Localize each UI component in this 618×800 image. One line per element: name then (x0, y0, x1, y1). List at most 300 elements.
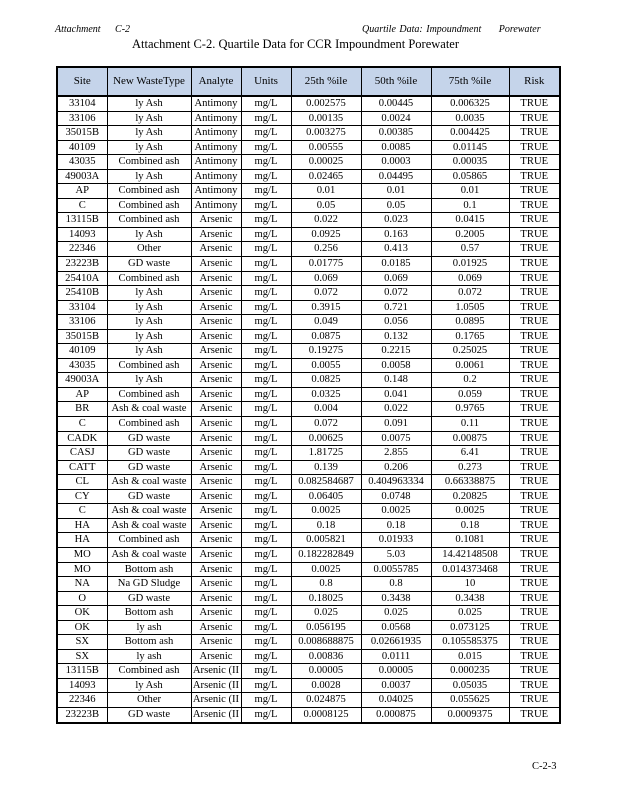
cell-p25: 0.0025 (291, 562, 361, 577)
table-row (57, 504, 560, 519)
cell-p25: 0.3915 (291, 300, 361, 315)
table-row (57, 606, 560, 621)
cell-site: 49003A (57, 169, 107, 184)
cell-site: 49003A (57, 373, 107, 388)
cell-waste-type: Bottom ash (107, 606, 191, 621)
cell-risk: TRUE (509, 547, 560, 562)
col-header-75th: 75th %ile (431, 67, 509, 96)
col-header-risk: Risk (509, 67, 560, 96)
cell-units: mg/L (241, 446, 291, 461)
cell-p50: 0.721 (361, 300, 431, 315)
table-row (57, 664, 560, 679)
cell-site: 35015B (57, 329, 107, 344)
cell-p25: 0.025 (291, 606, 361, 621)
cell-p50: 0.04495 (361, 169, 431, 184)
cell-risk: TRUE (509, 577, 560, 592)
cell-p25: 0.19275 (291, 344, 361, 359)
cell-risk: TRUE (509, 402, 560, 417)
table-row (57, 169, 560, 184)
cell-waste-type: ly ash (107, 649, 191, 664)
cell-p25: 0.18 (291, 518, 361, 533)
table-row (57, 329, 560, 344)
cell-site: SX (57, 635, 107, 650)
table-row (57, 387, 560, 402)
cell-risk: TRUE (509, 184, 560, 199)
cell-site: 33106 (57, 315, 107, 330)
cell-units: mg/L (241, 300, 291, 315)
attachment-label: Attachment (55, 24, 101, 35)
cell-waste-type: Ash & coal waste (107, 475, 191, 490)
cell-risk: TRUE (509, 126, 560, 141)
cell-waste-type: ly Ash (107, 126, 191, 141)
cell-p50: 0.132 (361, 329, 431, 344)
cell-waste-type: ly Ash (107, 96, 191, 111)
cell-p50: 0.0748 (361, 489, 431, 504)
cell-p75: 0.18 (431, 518, 509, 533)
table-row (57, 678, 560, 693)
cell-site: 13115B (57, 664, 107, 679)
cell-units: mg/L (241, 96, 291, 111)
cell-waste-type: ly Ash (107, 300, 191, 315)
cell-p50: 0.00005 (361, 664, 431, 679)
cell-p75: 0.2 (431, 373, 509, 388)
cell-analyte: Arsenic (191, 489, 241, 504)
cell-risk: TRUE (509, 96, 560, 111)
table-row (57, 344, 560, 359)
cell-waste-type: ly Ash (107, 329, 191, 344)
cell-waste-type: ly Ash (107, 678, 191, 693)
cell-analyte: Arsenic (191, 620, 241, 635)
cell-waste-type: ly Ash (107, 227, 191, 242)
quartile-data-table (56, 66, 561, 724)
cell-analyte: Antimony (191, 111, 241, 126)
cell-site: OK (57, 606, 107, 621)
cell-p25: 0.0325 (291, 387, 361, 402)
cell-p75: 0.004425 (431, 126, 509, 141)
col-header-25th: 25th %ile (291, 67, 361, 96)
cell-waste-type: GD waste (107, 707, 191, 722)
cell-site: 13115B (57, 213, 107, 228)
cell-p50: 0.413 (361, 242, 431, 257)
table-row (57, 431, 560, 446)
cell-site: 14093 (57, 678, 107, 693)
cell-p25: 0.00836 (291, 649, 361, 664)
cell-p25: 0.0055 (291, 358, 361, 373)
cell-p25: 0.082584687 (291, 475, 361, 490)
cell-p75: 0.3438 (431, 591, 509, 606)
cell-units: mg/L (241, 286, 291, 301)
cell-units: mg/L (241, 577, 291, 592)
cell-risk: TRUE (509, 693, 560, 708)
cell-waste-type: Ash & coal waste (107, 402, 191, 417)
cell-p50: 0.022 (361, 402, 431, 417)
table-row (57, 489, 560, 504)
cell-p75: 0.00875 (431, 431, 509, 446)
cell-analyte: Arsenic (191, 286, 241, 301)
header-word-data: Data: (399, 24, 423, 35)
attachment-code: C-2 (115, 24, 131, 35)
cell-risk: TRUE (509, 169, 560, 184)
cell-analyte: Arsenic (191, 533, 241, 548)
cell-waste-type: Combined ash (107, 358, 191, 373)
cell-units: mg/L (241, 431, 291, 446)
col-header-waste-type: New WasteType (107, 67, 191, 96)
cell-p50: 0.000875 (361, 707, 431, 722)
table-row (57, 126, 560, 141)
cell-units: mg/L (241, 373, 291, 388)
cell-analyte: Arsenic (191, 271, 241, 286)
cell-p25: 0.022 (291, 213, 361, 228)
cell-p50: 0.0085 (361, 140, 431, 155)
cell-analyte: Arsenic (191, 431, 241, 446)
cell-p50: 2.855 (361, 446, 431, 461)
cell-units: mg/L (241, 242, 291, 257)
cell-analyte: Arsenic (II (191, 678, 241, 693)
running-header-left (55, 24, 130, 35)
cell-analyte: Arsenic (II (191, 707, 241, 722)
cell-p25: 0.069 (291, 271, 361, 286)
cell-p75: 0.66338875 (431, 475, 509, 490)
cell-units: mg/L (241, 504, 291, 519)
cell-waste-type: ly Ash (107, 315, 191, 330)
cell-waste-type: ly Ash (107, 373, 191, 388)
cell-analyte: Antimony (191, 198, 241, 213)
cell-waste-type: GD waste (107, 489, 191, 504)
cell-analyte: Arsenic (191, 577, 241, 592)
table-row (57, 358, 560, 373)
page-number: C-2-3 (532, 761, 557, 772)
cell-units: mg/L (241, 169, 291, 184)
cell-risk: TRUE (509, 140, 560, 155)
cell-p75: 0.105585375 (431, 635, 509, 650)
cell-p75: 0.1 (431, 198, 509, 213)
cell-p50: 0.18 (361, 518, 431, 533)
cell-units: mg/L (241, 111, 291, 126)
cell-p25: 1.81725 (291, 446, 361, 461)
cell-site: 25410A (57, 271, 107, 286)
cell-p50: 0.2215 (361, 344, 431, 359)
cell-p75: 6.41 (431, 446, 509, 461)
cell-site: 23223B (57, 257, 107, 272)
cell-analyte: Arsenic (191, 475, 241, 490)
cell-risk: TRUE (509, 533, 560, 548)
cell-units: mg/L (241, 155, 291, 170)
cell-analyte: Arsenic (191, 402, 241, 417)
cell-waste-type: ly Ash (107, 140, 191, 155)
cell-units: mg/L (241, 664, 291, 679)
cell-p75: 0.9765 (431, 402, 509, 417)
cell-risk: TRUE (509, 620, 560, 635)
cell-risk: TRUE (509, 606, 560, 621)
cell-analyte: Arsenic (191, 606, 241, 621)
cell-site: C (57, 198, 107, 213)
header-word-quartile: Quartile (362, 24, 396, 35)
cell-p25: 0.072 (291, 417, 361, 432)
cell-site: MO (57, 562, 107, 577)
cell-waste-type: ly Ash (107, 169, 191, 184)
cell-p25: 0.00025 (291, 155, 361, 170)
cell-waste-type: GD waste (107, 446, 191, 461)
cell-risk: TRUE (509, 664, 560, 679)
cell-p50: 0.01 (361, 184, 431, 199)
cell-units: mg/L (241, 547, 291, 562)
cell-units: mg/L (241, 140, 291, 155)
cell-p75: 0.0061 (431, 358, 509, 373)
cell-p75: 0.05035 (431, 678, 509, 693)
table-row (57, 96, 560, 111)
cell-p25: 0.004 (291, 402, 361, 417)
cell-units: mg/L (241, 620, 291, 635)
page-title: Attachment C-2. Quartile Data for CCR Impoundment Porewater (132, 37, 460, 51)
cell-units: mg/L (241, 475, 291, 490)
cell-site: SX (57, 649, 107, 664)
cell-p50: 0.163 (361, 227, 431, 242)
cell-units: mg/L (241, 649, 291, 664)
cell-p75: 10 (431, 577, 509, 592)
table-row (57, 533, 560, 548)
cell-risk: TRUE (509, 373, 560, 388)
cell-site: 40109 (57, 140, 107, 155)
cell-waste-type: Other (107, 693, 191, 708)
cell-risk: TRUE (509, 213, 560, 228)
cell-analyte: Arsenic (191, 227, 241, 242)
cell-p75: 0.1081 (431, 533, 509, 548)
cell-waste-type: Combined ash (107, 155, 191, 170)
table-row (57, 286, 560, 301)
cell-p25: 0.0825 (291, 373, 361, 388)
cell-analyte: Arsenic (191, 547, 241, 562)
cell-units: mg/L (241, 417, 291, 432)
cell-p25: 0.0028 (291, 678, 361, 693)
cell-risk: TRUE (509, 635, 560, 650)
table-row (57, 213, 560, 228)
cell-p25: 0.056195 (291, 620, 361, 635)
cell-waste-type: Combined ash (107, 213, 191, 228)
cell-p50: 0.0568 (361, 620, 431, 635)
cell-p50: 0.206 (361, 460, 431, 475)
cell-p25: 0.01 (291, 184, 361, 199)
cell-site: CADK (57, 431, 107, 446)
cell-units: mg/L (241, 387, 291, 402)
cell-p25: 0.182282849 (291, 547, 361, 562)
cell-waste-type: Combined ash (107, 417, 191, 432)
header-word-impoundment: Impoundment (426, 24, 482, 35)
cell-risk: TRUE (509, 257, 560, 272)
cell-site: CY (57, 489, 107, 504)
cell-waste-type: Na GD Sludge (107, 577, 191, 592)
cell-analyte: Antimony (191, 155, 241, 170)
table-row (57, 315, 560, 330)
cell-risk: TRUE (509, 678, 560, 693)
cell-analyte: Arsenic (191, 591, 241, 606)
cell-p25: 0.049 (291, 315, 361, 330)
cell-site: 35015B (57, 126, 107, 141)
cell-p50: 0.0111 (361, 649, 431, 664)
cell-p50: 0.00445 (361, 96, 431, 111)
cell-p50: 0.0075 (361, 431, 431, 446)
table-row (57, 591, 560, 606)
cell-analyte: Arsenic (191, 417, 241, 432)
table-body (57, 96, 560, 723)
cell-analyte: Antimony (191, 126, 241, 141)
cell-p25: 0.00005 (291, 664, 361, 679)
table-row (57, 300, 560, 315)
table-row (57, 693, 560, 708)
cell-site: 43035 (57, 358, 107, 373)
cell-analyte: Arsenic (191, 213, 241, 228)
cell-site: 25410B (57, 286, 107, 301)
cell-p50: 0.02661935 (361, 635, 431, 650)
cell-risk: TRUE (509, 707, 560, 722)
cell-p50: 0.0003 (361, 155, 431, 170)
table-row (57, 257, 560, 272)
table-row (57, 402, 560, 417)
cell-risk: TRUE (509, 431, 560, 446)
cell-risk: TRUE (509, 562, 560, 577)
cell-units: mg/L (241, 213, 291, 228)
cell-risk: TRUE (509, 591, 560, 606)
cell-p75: 0.11 (431, 417, 509, 432)
cell-site: 43035 (57, 155, 107, 170)
cell-site: HA (57, 533, 107, 548)
cell-units: mg/L (241, 707, 291, 722)
cell-site: 22346 (57, 242, 107, 257)
cell-site: C (57, 504, 107, 519)
cell-p75: 0.0895 (431, 315, 509, 330)
cell-p75: 0.01 (431, 184, 509, 199)
cell-p75: 0.1765 (431, 329, 509, 344)
cell-waste-type: Ash & coal waste (107, 504, 191, 519)
header-word-porewater: Porewater (498, 24, 541, 35)
cell-p75: 0.015 (431, 649, 509, 664)
cell-p25: 0.256 (291, 242, 361, 257)
cell-waste-type: Ash & coal waste (107, 547, 191, 562)
table-row (57, 475, 560, 490)
cell-site: HA (57, 518, 107, 533)
table-header-row (57, 67, 560, 96)
cell-site: CL (57, 475, 107, 490)
cell-risk: TRUE (509, 315, 560, 330)
cell-analyte: Arsenic (191, 649, 241, 664)
cell-waste-type: GD waste (107, 591, 191, 606)
cell-waste-type: GD waste (107, 460, 191, 475)
cell-p25: 0.00625 (291, 431, 361, 446)
cell-analyte: Antimony (191, 184, 241, 199)
cell-p75: 0.2005 (431, 227, 509, 242)
cell-p50: 0.023 (361, 213, 431, 228)
cell-waste-type: GD waste (107, 431, 191, 446)
cell-units: mg/L (241, 257, 291, 272)
cell-p50: 0.041 (361, 387, 431, 402)
cell-site: 33104 (57, 96, 107, 111)
cell-units: mg/L (241, 693, 291, 708)
cell-site: 33106 (57, 111, 107, 126)
cell-units: mg/L (241, 678, 291, 693)
cell-p25: 0.01775 (291, 257, 361, 272)
cell-p75: 0.20825 (431, 489, 509, 504)
cell-p50: 0.148 (361, 373, 431, 388)
cell-site: 33104 (57, 300, 107, 315)
cell-p50: 0.0024 (361, 111, 431, 126)
cell-p50: 0.0185 (361, 257, 431, 272)
table-row (57, 227, 560, 242)
cell-units: mg/L (241, 227, 291, 242)
cell-analyte: Arsenic (191, 562, 241, 577)
cell-p25: 0.139 (291, 460, 361, 475)
col-header-analyte: Analyte (191, 67, 241, 96)
cell-p75: 14.42148508 (431, 547, 509, 562)
table-row (57, 518, 560, 533)
cell-p50: 0.04025 (361, 693, 431, 708)
cell-p75: 0.01925 (431, 257, 509, 272)
cell-risk: TRUE (509, 446, 560, 461)
cell-analyte: Arsenic (191, 504, 241, 519)
table-row (57, 373, 560, 388)
cell-risk: TRUE (509, 460, 560, 475)
cell-risk: TRUE (509, 475, 560, 490)
cell-p25: 0.024875 (291, 693, 361, 708)
cell-p75: 0.25025 (431, 344, 509, 359)
cell-risk: TRUE (509, 329, 560, 344)
cell-site: 14093 (57, 227, 107, 242)
cell-p25: 0.008688875 (291, 635, 361, 650)
cell-site: CATT (57, 460, 107, 475)
cell-p50: 0.091 (361, 417, 431, 432)
cell-p50: 0.00385 (361, 126, 431, 141)
cell-waste-type: ly ash (107, 620, 191, 635)
table-row (57, 635, 560, 650)
table-row (57, 111, 560, 126)
cell-p50: 0.056 (361, 315, 431, 330)
cell-waste-type: ly Ash (107, 111, 191, 126)
cell-units: mg/L (241, 460, 291, 475)
cell-p50: 0.404963334 (361, 475, 431, 490)
cell-units: mg/L (241, 518, 291, 533)
cell-units: mg/L (241, 562, 291, 577)
cell-site: O (57, 591, 107, 606)
cell-p75: 0.059 (431, 387, 509, 402)
cell-p50: 5.03 (361, 547, 431, 562)
cell-p75: 0.0009375 (431, 707, 509, 722)
cell-risk: TRUE (509, 417, 560, 432)
cell-p75: 0.055625 (431, 693, 509, 708)
cell-analyte: Arsenic (191, 635, 241, 650)
cell-p50: 0.072 (361, 286, 431, 301)
cell-p75: 0.025 (431, 606, 509, 621)
cell-waste-type: Other (107, 242, 191, 257)
cell-p75: 0.072 (431, 286, 509, 301)
cell-p50: 0.0058 (361, 358, 431, 373)
cell-site: BR (57, 402, 107, 417)
cell-waste-type: Ash & coal waste (107, 518, 191, 533)
table-row (57, 184, 560, 199)
cell-waste-type: Bottom ash (107, 635, 191, 650)
cell-waste-type: Combined ash (107, 387, 191, 402)
cell-p25: 0.18025 (291, 591, 361, 606)
cell-p75: 0.05865 (431, 169, 509, 184)
cell-p25: 0.05 (291, 198, 361, 213)
cell-p75: 0.0035 (431, 111, 509, 126)
cell-p50: 0.0037 (361, 678, 431, 693)
cell-waste-type: Bottom ash (107, 562, 191, 577)
cell-waste-type: ly Ash (107, 344, 191, 359)
cell-p75: 0.0415 (431, 213, 509, 228)
cell-p75: 1.0505 (431, 300, 509, 315)
cell-units: mg/L (241, 184, 291, 199)
cell-p50: 0.01933 (361, 533, 431, 548)
table-row (57, 460, 560, 475)
cell-units: mg/L (241, 271, 291, 286)
